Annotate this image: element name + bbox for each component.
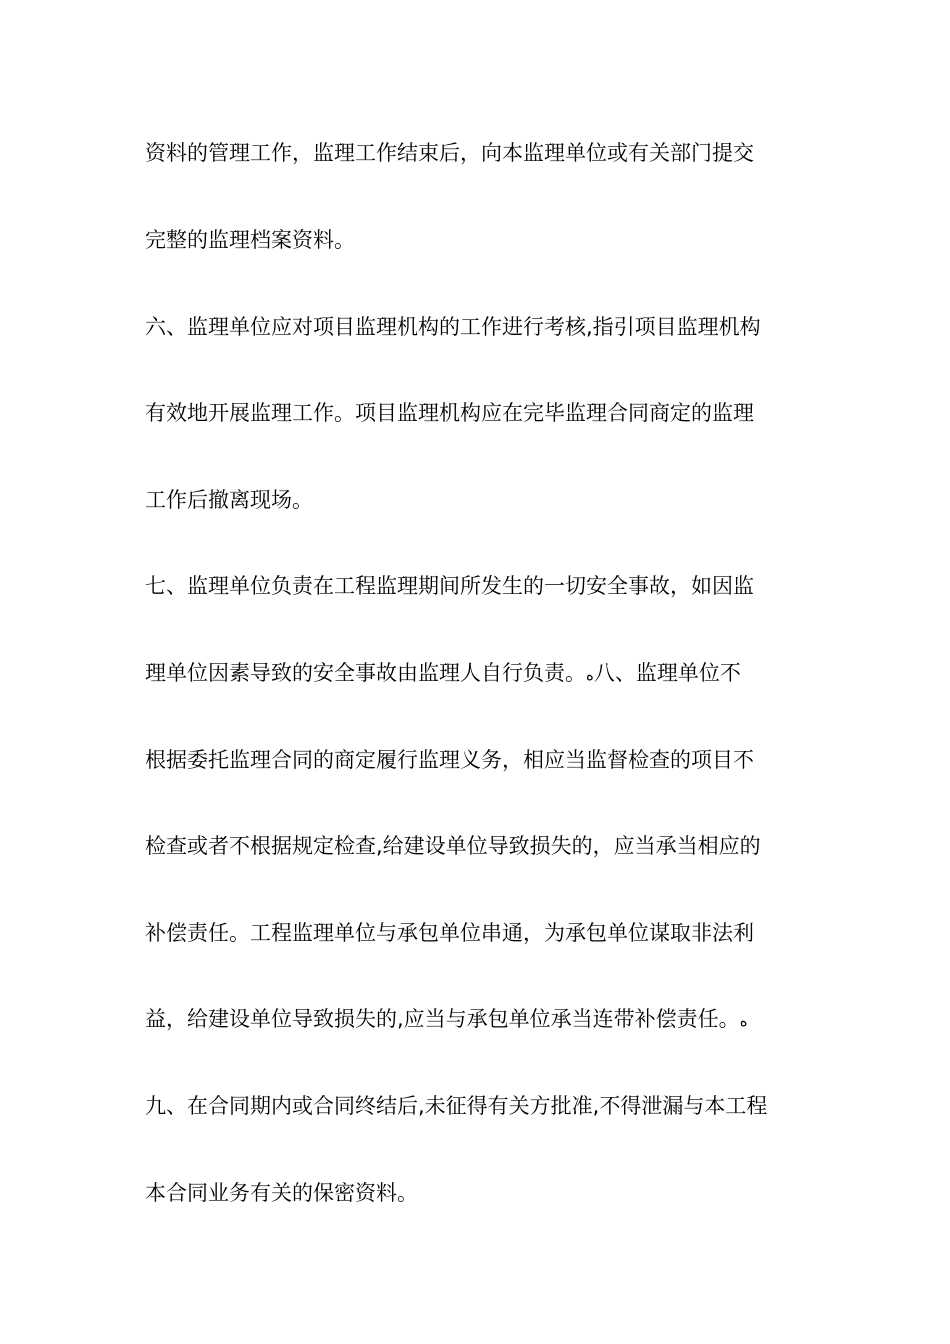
text-line-9-content: 检查或者不根据规定检查,给建设单位导致损失的，应当承当相应的 xyxy=(145,834,761,858)
text-line-7-content: 理单位因素导致的安全事故由监理人自行负责。 xyxy=(145,661,586,685)
text-line-11-content: 益，给建设单位导致损失的,应当与承包单位承当连带补偿责任。 xyxy=(145,1007,740,1031)
text-line-5-content: 工作后撤离现场。 xyxy=(145,488,313,512)
text-line-11 xyxy=(145,999,825,1039)
text-line-4-content: 有效地开展监理工作。项目监理机构应在完毕监理合同商定的监理 xyxy=(145,401,754,425)
text-line-13-content: 本合同业务有关的保密资料。 xyxy=(145,1181,418,1205)
text-line-12-content: 九、在合同期内或合同终结后,未征得有关方批准,不得泄漏与本工程 xyxy=(145,1094,768,1118)
text-line-1 xyxy=(145,133,825,173)
text-line-7 xyxy=(145,653,825,693)
text-line-9 xyxy=(145,826,825,866)
text-line-3 xyxy=(145,307,825,347)
text-line-6-content: 七、监理单位负责在工程监理期间所发生的一切安全事故，如因监 xyxy=(145,574,754,598)
text-line-8-content: 根据委托监理合同的商定履行监理义务，相应当监督检查的项目不 xyxy=(145,748,754,772)
text-line-6 xyxy=(145,566,825,606)
paragraph-mark-icon: ﻩ xyxy=(739,1012,748,1030)
text-line-1-content: 资料的管理工作，监理工作结束后，向本监理单位或有关部门提交 xyxy=(145,141,754,165)
text-line-7-tail: 八、监理单位不 xyxy=(593,661,741,685)
text-line-12 xyxy=(145,1086,825,1126)
text-line-2-content: 完整的监理档案资料。 xyxy=(145,228,355,252)
text-line-5 xyxy=(145,480,825,520)
text-line-3-content: 六、监理单位应对项目监理机构的工作进行考核,指引项目监理机构 xyxy=(145,315,761,339)
text-line-10 xyxy=(145,913,825,953)
text-line-13 xyxy=(145,1173,825,1213)
text-line-4 xyxy=(145,393,825,433)
text-line-2 xyxy=(145,220,825,260)
text-line-10-content: 补偿责任。工程监理单位与承包单位串通，为承包单位谋取非法利 xyxy=(145,921,754,945)
text-line-8 xyxy=(145,740,825,780)
paragraph-mark-icon: ﻩ xyxy=(586,666,594,684)
